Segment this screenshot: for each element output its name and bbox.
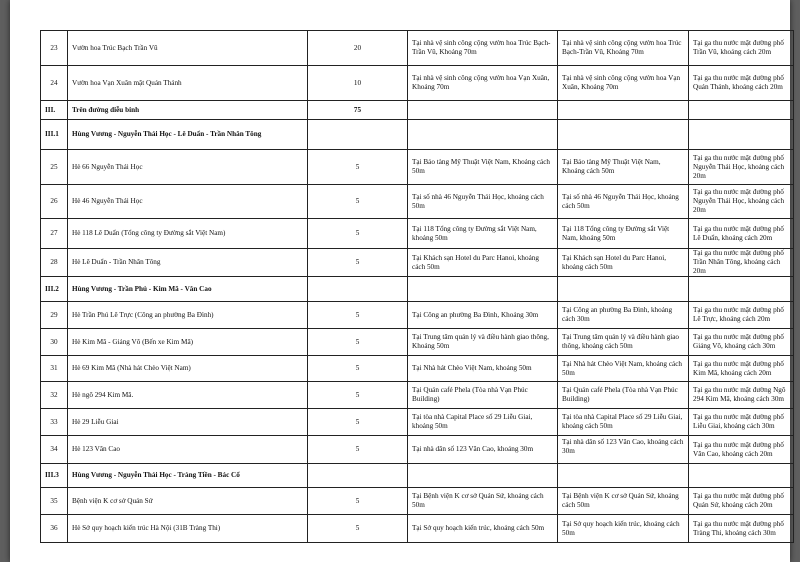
location-name-cell: Bệnh viện K cơ sở Quán Sứ bbox=[68, 488, 308, 515]
placement-cell: Tại Bệnh viện K cơ sở Quán Sứ, khoảng cách 50m bbox=[408, 488, 558, 515]
drainage-point-cell: Tại nhà vệ sinh công cộng vườn hoa Trúc Bạch-Trần Vũ, Khoảng 70m bbox=[558, 31, 689, 66]
location-name-cell: Vườn hoa Vạn Xuân mặt Quán Thánh bbox=[68, 66, 308, 101]
drainage-point-cell bbox=[558, 120, 689, 150]
drainage-point-cell bbox=[558, 101, 689, 120]
location-name-cell: Hùng Vương - Nguyễn Thái Học - Tràng Tiền - Bác Cổ bbox=[68, 464, 308, 488]
drainage-point-cell: Tại Sở quy hoạch kiến trúc, khoảng cách 50m bbox=[558, 515, 689, 543]
table-row bbox=[41, 409, 794, 436]
drain-inlet-cell: Tại ga thu nước mặt đường phố Trần Nhân Tông, khoảng cách 20m bbox=[689, 249, 794, 277]
document-page bbox=[10, 0, 790, 562]
location-name-cell: Hè Kim Mã - Giảng Võ (Bến xe Kim Mã) bbox=[68, 329, 308, 356]
drain-inlet-cell: Tại ga thu nước mặt đường phố Giảng Võ, khoảng cách 30m bbox=[689, 329, 794, 356]
table-row bbox=[41, 185, 794, 219]
drain-inlet-cell: Tại ga thu nước mặt đường phố Lê Trực, khoảng cách 20m bbox=[689, 302, 794, 329]
table-row bbox=[41, 515, 794, 543]
location-name-cell: Hùng Vương - Nguyễn Thái Học - Lê Duẩn - Trần Nhân Tông bbox=[68, 120, 308, 150]
location-name-cell: Hè 118 Lê Duẩn (Tổng công ty Đường sắt Việt Nam) bbox=[68, 219, 308, 249]
quantity-cell: 75 bbox=[308, 101, 408, 120]
location-name-cell: Hè 66 Nguyễn Thái Học bbox=[68, 150, 308, 185]
drain-inlet-cell: Tại ga thu nước mặt đường phố Quán Sứ, khoảng cách 20m bbox=[689, 488, 794, 515]
drain-inlet-cell: Tại ga thu nước mặt đường phố Tràng Thi, khoảng cách 30m bbox=[689, 515, 794, 543]
row-number-cell: 29 bbox=[41, 302, 68, 329]
location-name-cell: Vườn hoa Trúc Bạch Trần Vũ bbox=[68, 31, 308, 66]
row-number-cell: 34 bbox=[41, 436, 68, 464]
row-number-cell: 32 bbox=[41, 382, 68, 409]
section-row bbox=[41, 277, 794, 302]
placement-cell: Tại nhà vệ sinh công cộng vườn hoa Trúc Bạch-Trần Vũ, Khoảng 70m bbox=[408, 31, 558, 66]
row-number-cell: III.3 bbox=[41, 464, 68, 488]
placement-cell: Tại Khách sạn Hotel du Parc Hanoi, khoảng cách 50m bbox=[408, 249, 558, 277]
placement-cell: Tại Công an phường Ba Đình, Khoảng 30m bbox=[408, 302, 558, 329]
location-name-cell: Hè Sở quy hoạch kiến trúc Hà Nội (31B Tràng Thi) bbox=[68, 515, 308, 543]
table-row bbox=[41, 150, 794, 185]
quantity-cell: 5 bbox=[308, 219, 408, 249]
location-name-cell: Hùng Vương - Trần Phú - Kim Mã - Văn Cao bbox=[68, 277, 308, 302]
placement-cell: Tại Sở quy hoạch kiến trúc, khoảng cách 50m bbox=[408, 515, 558, 543]
location-name-cell: Trên đường diễu binh bbox=[68, 101, 308, 120]
placement-cell: Tại Quán café Phela (Tòa nhà Vạn Phúc Building) bbox=[408, 382, 558, 409]
table-row bbox=[41, 488, 794, 515]
placement-cell: Tại 118 Tổng công ty Đường sắt Việt Nam, khoảng 50m bbox=[408, 219, 558, 249]
row-number-cell: 35 bbox=[41, 488, 68, 515]
table-row bbox=[41, 31, 794, 66]
quantity-cell bbox=[308, 120, 408, 150]
row-number-cell: 24 bbox=[41, 66, 68, 101]
location-name-cell: Hè Lê Duẩn - Trần Nhân Tông bbox=[68, 249, 308, 277]
location-name-cell: Hè Trần Phú Lê Trực (Công an phường Ba Đình) bbox=[68, 302, 308, 329]
table-row bbox=[41, 436, 794, 464]
drainage-point-cell: Tại Trung tâm quản lý và điều hành giao thông, khoảng cách 50m bbox=[558, 329, 689, 356]
quantity-cell: 5 bbox=[308, 488, 408, 515]
section-row bbox=[41, 464, 794, 488]
row-number-cell: III.1 bbox=[41, 120, 68, 150]
table-row bbox=[41, 249, 794, 277]
quantity-cell: 5 bbox=[308, 382, 408, 409]
table-body bbox=[41, 31, 794, 543]
quantity-cell: 5 bbox=[308, 515, 408, 543]
table-row bbox=[41, 356, 794, 382]
quantity-cell: 5 bbox=[308, 436, 408, 464]
drainage-point-cell: Tại Bảo tàng Mỹ Thuật Việt Nam, Khoảng cách 50m bbox=[558, 150, 689, 185]
drain-inlet-cell bbox=[689, 277, 794, 302]
quantity-cell bbox=[308, 277, 408, 302]
placement-cell: Tại Trung tâm quản lý và điều hành giao thông, Khoảng 50m bbox=[408, 329, 558, 356]
table-row bbox=[41, 219, 794, 249]
drain-inlet-cell: Tại ga thu nước mặt đường phố Liễu Giai, khoảng cách 30m bbox=[689, 409, 794, 436]
drainage-point-cell: Tại tòa nhà Capital Place số 29 Liễu Giai, khoảng cách 50m bbox=[558, 409, 689, 436]
drain-inlet-cell: Tại ga thu nước mặt đường phố Nguyễn Thái Học, khoảng cách 20m bbox=[689, 150, 794, 185]
drainage-point-cell bbox=[558, 277, 689, 302]
quantity-cell: 5 bbox=[308, 329, 408, 356]
drain-inlet-cell: Tại ga thu nước mặt đường phố Quán Thánh, khoảng cách 20m bbox=[689, 66, 794, 101]
location-name-cell: Hè 46 Nguyễn Thái Học bbox=[68, 185, 308, 219]
drainage-point-cell: Tại Khách sạn Hotel du Parc Hanoi, khoảng cách 50m bbox=[558, 249, 689, 277]
drainage-point-cell: Tại Bệnh viện K cơ sở Quán Sứ, khoảng cách 50m bbox=[558, 488, 689, 515]
quantity-cell: 5 bbox=[308, 302, 408, 329]
quantity-cell: 5 bbox=[308, 356, 408, 382]
section-row bbox=[41, 101, 794, 120]
table-row bbox=[41, 382, 794, 409]
placement-cell: Tại nhà vệ sinh công cộng vườn hoa Vạn Xuân, Khoảng 70m bbox=[408, 66, 558, 101]
location-name-cell: Hè 29 Liễu Giai bbox=[68, 409, 308, 436]
drain-inlet-cell: Tại ga thu nước mặt đường Ngõ 294 Kim Mã, khoảng cách 30m bbox=[689, 382, 794, 409]
placement-cell: Tại Bảo tàng Mỹ Thuật Việt Nam, Khoảng cách 50m bbox=[408, 150, 558, 185]
quantity-cell: 20 bbox=[308, 31, 408, 66]
placement-cell bbox=[408, 464, 558, 488]
drain-inlet-cell: Tại ga thu nước mặt đường phố Văn Cao, khoảng cách 20m bbox=[689, 436, 794, 464]
row-number-cell: 36 bbox=[41, 515, 68, 543]
placement-cell: Tại số nhà 46 Nguyễn Thái Học, khoảng cách 50m bbox=[408, 185, 558, 219]
row-number-cell: 27 bbox=[41, 219, 68, 249]
placement-cell: Tại tòa nhà Capital Place số 29 Liễu Giai, khoảng 50m bbox=[408, 409, 558, 436]
placement-cell bbox=[408, 277, 558, 302]
table-row bbox=[41, 329, 794, 356]
drainage-point-cell: Tại nhà vệ sinh công cộng vườn hoa Vạn Xuân, Khoảng 70m bbox=[558, 66, 689, 101]
row-number-cell: 33 bbox=[41, 409, 68, 436]
row-number-cell: 26 bbox=[41, 185, 68, 219]
quantity-cell: 5 bbox=[308, 150, 408, 185]
row-number-cell: III. bbox=[41, 101, 68, 120]
quantity-cell: 10 bbox=[308, 66, 408, 101]
section-row bbox=[41, 120, 794, 150]
drain-inlet-cell bbox=[689, 101, 794, 120]
row-number-cell: 31 bbox=[41, 356, 68, 382]
location-name-cell: Hè ngõ 294 Kim Mã. bbox=[68, 382, 308, 409]
row-number-cell: 30 bbox=[41, 329, 68, 356]
quantity-cell: 5 bbox=[308, 249, 408, 277]
drainage-point-cell: Tại số nhà 46 Nguyễn Thái Học, khoảng cách 50m bbox=[558, 185, 689, 219]
quantity-cell: 5 bbox=[308, 409, 408, 436]
drainage-point-cell: Tại Nhà hát Chèo Việt Nam, khoảng cách 50m bbox=[558, 356, 689, 382]
drain-inlet-cell: Tại ga thu nước mặt đường phố Trần Vũ, khoảng cách 20m bbox=[689, 31, 794, 66]
drain-inlet-cell: Tại ga thu nước mặt đường phố Lê Duẩn, khoảng cách 20m bbox=[689, 219, 794, 249]
row-number-cell: III.2 bbox=[41, 277, 68, 302]
drainage-point-cell: Tại Quán café Phela (Tòa nhà Vạn Phúc Building) bbox=[558, 382, 689, 409]
row-number-cell: 25 bbox=[41, 150, 68, 185]
quantity-cell: 5 bbox=[308, 185, 408, 219]
drainage-point-cell: Tại 118 Tổng công ty Đường sắt Việt Nam, khoảng 50m bbox=[558, 219, 689, 249]
placement-cell: Tại nhà dân số 123 Văn Cao, khoảng 30m bbox=[408, 436, 558, 464]
placement-cell: Tại Nhà hát Chèo Việt Nam, khoảng 50m bbox=[408, 356, 558, 382]
table-row bbox=[41, 302, 794, 329]
location-name-cell: Hè 123 Văn Cao bbox=[68, 436, 308, 464]
drain-inlet-cell: Tại ga thu nước mặt đường phố Nguyễn Thái Học, khoảng cách 20m bbox=[689, 185, 794, 219]
drain-inlet-cell: Tại ga thu nước mặt đường phố Kim Mã, khoảng cách 20m bbox=[689, 356, 794, 382]
table-row bbox=[41, 66, 794, 101]
location-name-cell: Hè 69 Kim Mã (Nhà hát Chèo Việt Nam) bbox=[68, 356, 308, 382]
drainage-point-cell bbox=[558, 464, 689, 488]
row-number-cell: 23 bbox=[41, 31, 68, 66]
placement-cell bbox=[408, 120, 558, 150]
toilet-location-table bbox=[40, 30, 794, 543]
drain-inlet-cell bbox=[689, 464, 794, 488]
row-number-cell: 28 bbox=[41, 249, 68, 277]
drainage-point-cell: Tại nhà dân số 123 Văn Cao, khoảng cách 30m bbox=[558, 436, 689, 464]
placement-cell bbox=[408, 101, 558, 120]
drain-inlet-cell bbox=[689, 120, 794, 150]
quantity-cell bbox=[308, 464, 408, 488]
drainage-point-cell: Tại Công an phường Ba Đình, khoảng cách 30m bbox=[558, 302, 689, 329]
